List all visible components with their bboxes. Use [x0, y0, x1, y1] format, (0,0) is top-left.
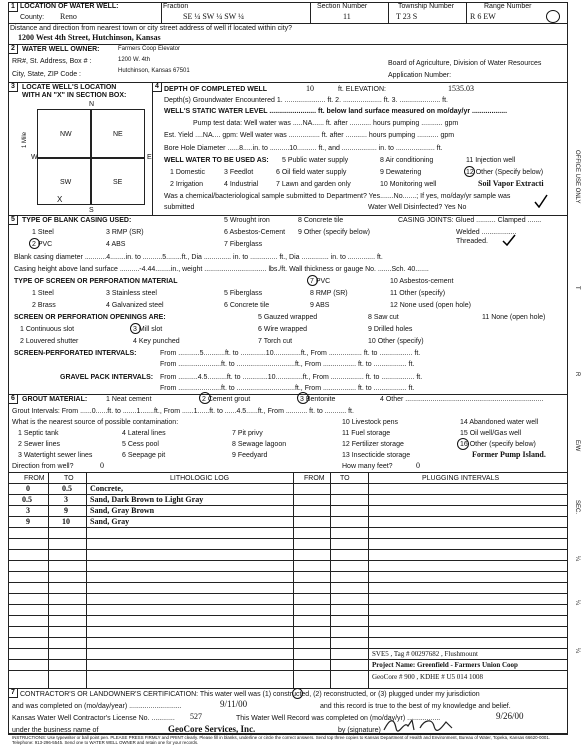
grout-4: 4 Other ....................................................................... [380, 396, 544, 403]
screen-9: 9 ABS [310, 302, 330, 309]
source-9: 9 Feedyard [232, 452, 268, 459]
s1-fraction-label: Fraction [163, 3, 189, 10]
section-4-number: 4 [153, 83, 162, 92]
opening-11: 11 None (open hole) [482, 314, 546, 321]
s4-use-label: WELL WATER TO BE USED AS: [164, 157, 269, 164]
grid-horizontal [37, 157, 145, 159]
s7-license: 527 [190, 712, 202, 721]
s5-gravel-2: From ......................ft. to ..............................ft., From ................. ft. to ................. ft. [160, 385, 415, 392]
s6-source-label: What is the nearest source of possible contamination: [12, 419, 179, 426]
s3-west: W [31, 154, 38, 161]
s2-street: 1200 W. 4th [118, 57, 151, 63]
s5-openings-title: SCREEN OR PERFORATION OPENINGS ARE: [14, 314, 166, 321]
s6-grout-label: GROUT MATERIAL: [22, 396, 88, 403]
s2-rr-label: RR#, St. Address, Box # : [12, 58, 92, 65]
s3-title-1: LOCATE WELL'S LOCATION [22, 84, 117, 91]
opening-5: 5 Gauzed wrapped [258, 314, 318, 321]
s7-title: CONTRACTOR'S OR LANDOWNER'S CERTIFICATION: This water well was (1) constructed, (2) reconstructed, or (3) plugged under my jurisdiction [20, 691, 480, 698]
s4-pump: Pump test data: Well water was .....NA...... ft. after ........... hours pumping ........... gpm [193, 120, 459, 127]
log-header-lithologic: LITHOLOGIC LOG [170, 475, 230, 482]
s4-elev: 1535.03 [448, 84, 474, 93]
use-12-circle [464, 166, 475, 177]
s6-howmany-val: 0 [416, 461, 420, 470]
margin-r: R [574, 372, 580, 377]
s7-instructions: INSTRUCTIONS: Use typewriter or ball point pen. PLEASE PRESS FIRMLY and PRINT clearly. Please fill in blanks, underline or circle the correct answers. Send top three copies to Kansas Department of Health and Environment, Bureau of Water, Topeka, Kansas 66620-0001. Telephone: 913-296-5545. Send one to WATER WELL OWNER and retain one for your records. [12, 735, 551, 745]
screen-5: 5 Fiberglass [224, 290, 263, 297]
log-header-from: FROM [24, 475, 45, 482]
screen-8: 8 RMP (SR) [310, 290, 348, 297]
log-header-to-2: TO [340, 475, 350, 482]
log-row-3-desc: Sand, Gray Brown [90, 506, 155, 515]
source-4: 4 Lateral lines [122, 430, 166, 437]
log-row-line [8, 549, 568, 550]
s1-range: R 6 EW [470, 12, 496, 21]
casing-5: 5 Wrought iron [224, 217, 270, 224]
s3-east: E [147, 154, 152, 161]
log-row-line [8, 615, 568, 616]
s1-township-label: Township Number [398, 3, 455, 10]
s4-yield: Est. Yield ....NA.... gpm: Well water was ................ ft. after ........... hours pumping ........... gpm [164, 132, 455, 139]
s7-true-line: and this record is true to the best of my knowledge and belief. [320, 703, 511, 710]
casing-4: 4 ABS [106, 241, 126, 248]
section-3-number: 3 [9, 83, 18, 92]
s5-screen-int-2: From ......................ft. to ..............................ft., From ................. ft. to ................. ft. [160, 361, 415, 368]
screen-11: 11 Other (specify) [390, 290, 446, 297]
log-row-line [8, 637, 568, 638]
screen-7-circle [307, 275, 318, 286]
casing-1: 1 Steel [32, 229, 54, 236]
grid-nw: NW [60, 131, 72, 138]
opening-6: 6 Wire wrapped [258, 326, 308, 333]
s4-bore: Bore Hole Diameter ......8.....in. to ..........10.......... ft., and .................. in. to .................... ft. [164, 145, 443, 152]
s1-divider-1 [161, 2, 162, 23]
screen-4: 4 Galvanized steel [106, 302, 164, 309]
grid-se: SE [113, 179, 123, 186]
s1-divider-3 [388, 2, 389, 23]
s4-bottom-line [8, 215, 568, 216]
log-row-line [8, 571, 568, 572]
s5-gravel-1: From ..........4.5..........ft. to .............10..............ft., From ................. ft. to ................. ft. [160, 374, 423, 381]
grout-3: 3 Bentonite [300, 396, 336, 403]
s6-howmany: How many feet? [342, 463, 393, 470]
use-6: 6 Oil field water supply [276, 169, 347, 176]
s6-direction-val: 0 [100, 461, 104, 470]
s4-other-use: Soil Vapor Extracti [478, 179, 544, 188]
log-note-1: SVE5 , Tag # 00297682 , Flushmount [372, 650, 478, 658]
s4-depth-label: DEPTH OF COMPLETED WELL [164, 86, 268, 93]
s7-completed-label: and was completed on (mo/day/year) ........................... [12, 703, 182, 710]
s1-distance-label: Distance and direction from nearest town or city street address of well if located within city? [10, 25, 293, 32]
section-6-number: 6 [9, 395, 18, 404]
log-header-to: TO [64, 475, 74, 482]
source-16-circle [457, 438, 469, 450]
log-row-1-to: 0.5 [62, 484, 72, 493]
s2-title: WATER WELL OWNER: [22, 46, 100, 53]
source-8: 8 Sewage lagoon [232, 441, 287, 448]
s5-screen-int-label: SCREEN-PERFORATED INTERVALS: [14, 350, 137, 357]
s7-license-label: Kansas Water Well Contractor's License No. ............ [12, 715, 175, 722]
grout-1: 1 Neat cement [106, 396, 152, 403]
s5-bottom-line [8, 394, 568, 395]
section-2-number: 2 [9, 45, 18, 54]
s5-casing-title: TYPE OF BLANK CASING USED: [22, 217, 132, 224]
use-5: 5 Public water supply [282, 157, 349, 164]
log-row-2-from: 0.5 [22, 495, 32, 504]
margin-quarter-2: ¼ [574, 600, 580, 606]
signature [382, 716, 458, 734]
s1-township: T 23 S [396, 12, 418, 21]
source-15: 15 Oil well/Gas well [460, 430, 522, 437]
source-11: 11 Fuel storage [342, 430, 391, 437]
s2-app-label: Application Number: [388, 72, 452, 79]
screen-3: 3 Stainless steel [106, 290, 157, 297]
source-13: 13 Insecticide storage [342, 452, 411, 459]
opening-4: 4 Key punched [133, 338, 180, 345]
opening-3: 3 Mill slot [133, 326, 163, 333]
s5-screen-int-1: From ...........5...........ft. to .............10..............ft., From ................. ft. to ................. ft. [160, 350, 421, 357]
use-7: 7 Lawn and garden only [276, 181, 351, 188]
s1-row-line [8, 23, 568, 24]
s5-threaded: Threaded. [456, 238, 488, 245]
source-2: 2 Sewer lines [18, 441, 61, 448]
margin-office: OFFICE USE ONLY [574, 150, 580, 204]
log-row-4-to: 10 [62, 517, 70, 526]
s5-joints: CASING JOINTS: Glued .......... Clamped ....... [398, 217, 542, 224]
s4-chem: Was a chemical/bacteriological sample submitted to Department? Yes.......No.......; If yes, mo/day/yr sample was [164, 193, 511, 200]
margin-quarter-1: ¼ [574, 556, 580, 562]
s6-bottom-line [8, 472, 568, 473]
log-row-line [8, 527, 568, 528]
margin-sec: SEC. [574, 500, 580, 515]
log-note-3: GeoCore # 900 , KDHE # U5 014 1008 [372, 673, 484, 681]
use-9: 9 Dewatering [380, 169, 422, 176]
casing-8: 8 Concrete tile [298, 217, 344, 224]
casing-3: 3 RMP (SR) [106, 229, 144, 236]
s5-gravel-label: GRAVEL PACK INTERVALS: [60, 374, 154, 381]
opening-7: 7 Torch cut [258, 338, 293, 345]
s4-depth: 10 [306, 84, 314, 93]
log-row-3-from: 3 [26, 506, 30, 515]
margin-quarter-3: ¼ [574, 648, 580, 654]
section-7-number: 7 [9, 689, 18, 698]
s1-range-label: Range Number [484, 3, 532, 10]
source-1: 1 Septic tank [18, 430, 59, 437]
casing-9: 9 Other (specify below) [298, 229, 370, 236]
grout-2-circle [199, 392, 211, 404]
log-row-line [8, 648, 568, 649]
log-bottom-line [8, 688, 568, 689]
log-header-from-2: FROM [304, 475, 325, 482]
log-row-3-to: 9 [64, 506, 68, 515]
opening-9: 9 Drilled holes [368, 326, 413, 333]
s4-disinfected: Water Well Disinfected? Yes No [368, 204, 467, 211]
s1-title: LOCATION OF WATER WELL: [20, 3, 119, 10]
s4-gw: Depth(s) Groundwater Encountered 1. ..................... ft. 2. .................... ft. 3. ..................... ft. [164, 97, 448, 104]
constructed-circle [292, 688, 303, 699]
log-row-line [8, 626, 568, 627]
log-row-line [8, 659, 568, 660]
casing-7: 7 Fiberglass [224, 241, 263, 248]
source-10: 10 Livestock pens [342, 419, 399, 426]
grout-2: 2 Cement grout [202, 396, 251, 403]
source-12: 12 Fertilizer storage [342, 441, 404, 448]
s5-diameter: Blank casing diameter ...........4........in. to ..........5........ft., Dia .............. in. to .............. ft., Dia .............. in. to .............. ft. [14, 254, 383, 261]
log-row-1-from: 0 [26, 484, 30, 493]
s1-county-label: County: [20, 14, 45, 21]
use-10: 10 Monitoring well [380, 181, 437, 188]
source-14: 14 Abandoned water well [460, 419, 539, 426]
log-row-line [8, 560, 568, 561]
use-1: 1 Domestic [170, 169, 206, 176]
casing-6: 6 Asbestos-Cement [224, 229, 286, 236]
log-header-plugging: PLUGGING INTERVALS [422, 475, 500, 482]
opening-1: 1 Continuous slot [20, 326, 75, 333]
source-7: 7 Pit privy [232, 430, 263, 437]
check-mark-disinfected [534, 194, 548, 208]
use-4: 4 Industrial [224, 181, 259, 188]
s2-owner: Farmers Coop Elevator [118, 46, 181, 52]
s3-mile-label: 1 Mile [22, 131, 28, 148]
s6-direction: Direction from well? [12, 463, 74, 470]
s1-address: 1200 West 4th Street, Hutchinson, Kansas [18, 33, 161, 42]
source-5: 5 Cess pool [122, 441, 159, 448]
s1-bottom-line [8, 44, 568, 45]
log-row-line [8, 538, 568, 539]
margin-t: T [574, 286, 580, 290]
use-11: 11 Injection well [466, 157, 516, 164]
s2-city-label: City, State, ZIP Code : [12, 71, 81, 78]
s7-record-label: This Water Well Record was completed on (mo/day/yr) ................. [236, 715, 441, 722]
s3-divider [152, 82, 153, 215]
casing-2: 2 PVC [32, 241, 53, 248]
s7-business: GeoCore Services, Inc. [168, 724, 256, 734]
log-row-1-desc: Concrete, [90, 484, 123, 493]
s5-welded: Welded .................. [456, 229, 517, 236]
use-2: 2 Irrigation [170, 181, 204, 188]
log-row-line [8, 582, 568, 583]
s3-title-2: WITH AN "X" IN SECTION BOX: [22, 92, 127, 99]
casing-2-circle [29, 238, 40, 249]
s3-south: S [89, 207, 94, 214]
opening-10: 10 Other (specify) [368, 338, 424, 345]
s4-elev-label: ft. ELEVATION: [338, 86, 386, 93]
s7-completed: 9/11/00 [220, 699, 248, 709]
s6-other-source: Former Pump Island. [472, 450, 546, 459]
s1-section: 11 [343, 12, 351, 21]
s4-submitted: submitted [164, 204, 195, 211]
s2-city: Hutchinson, Kansas 67501 [118, 68, 190, 74]
log-row-line [8, 604, 568, 605]
source-6: 6 Seepage pit [122, 452, 166, 459]
range-ew-circle [546, 10, 560, 23]
opening-3-circle [130, 323, 141, 334]
log-row-2-to: 3 [64, 495, 68, 504]
use-8: 8 Air conditioning [380, 157, 434, 164]
opening-8: 8 Saw cut [368, 314, 399, 321]
log-row-line [8, 670, 568, 671]
log-row-4-desc: Sand, Gray [90, 517, 130, 526]
use-12: 12 Other (Specify below) [466, 169, 544, 176]
s1-section-label: Section Number [317, 3, 368, 10]
s7-signature-label: by (signature) [338, 727, 381, 734]
s1-divider-2 [310, 2, 311, 23]
screen-10: 10 Asbestos-cement [390, 278, 454, 285]
log-note-2: Project Name: Greenfield - Farmers Union Coop [372, 661, 518, 669]
log-row-4-from: 9 [26, 517, 30, 526]
s6-grout-int: Grout Intervals: From ......0......ft. to .......1.......ft., From ......1......ft. to ......4.5......ft., From ........... ft. to ........... ft. [12, 408, 354, 415]
section-5-number: 5 [9, 216, 18, 225]
opening-2: 2 Louvered shutter [20, 338, 79, 345]
s1-fraction: SE ¼ SW ¼ SW ¼ [183, 12, 245, 21]
screen-1: 1 Steel [32, 290, 54, 297]
log-row-line [8, 593, 568, 594]
check-mark-threaded [502, 234, 516, 246]
s2-bottom-line [8, 82, 568, 83]
screen-7: 7 PVC [310, 278, 331, 285]
s1-divider-4 [466, 2, 467, 23]
section-1-number: 1 [9, 3, 18, 12]
source-16: 16 Other (specify below) [460, 441, 536, 448]
grid-sw: SW [60, 179, 72, 186]
screen-12: 12 None used (open hole) [390, 302, 471, 309]
s5-screen-title: TYPE OF SCREEN OR PERFORATION MATERIAL [14, 278, 178, 285]
s7-record-date: 9/26/00 [496, 711, 524, 721]
margin-ew: E/W [574, 440, 580, 452]
s5-height: Casing height above land surface ..........-4.44........in., weight ................................ lbs./ft. Wall thickness or gauge No. .......Sch. 40....... [14, 266, 429, 273]
screen-6: 6 Concrete tile [224, 302, 270, 309]
source-3: 3 Watertight sewer lines [18, 452, 93, 459]
well-location-x: X [57, 195, 63, 204]
grout-3-circle [297, 392, 309, 404]
grid-ne: NE [113, 131, 123, 138]
s2-board: Board of Agriculture, Division of Water Resources [388, 60, 542, 67]
use-3: 3 Feedlot [224, 169, 254, 176]
log-row-2-desc: Sand, Dark Brown to Light Gray [90, 495, 204, 504]
s4-static: WELL'S STATIC WATER LEVEL ........................ ft. below land surface measured on mo/day/yr .................. [164, 108, 508, 115]
s7-business-label: under the business name of [12, 727, 99, 734]
s1-county: Reno [60, 12, 77, 21]
s3-north: N [89, 101, 95, 108]
screen-2: 2 Brass [32, 302, 56, 309]
